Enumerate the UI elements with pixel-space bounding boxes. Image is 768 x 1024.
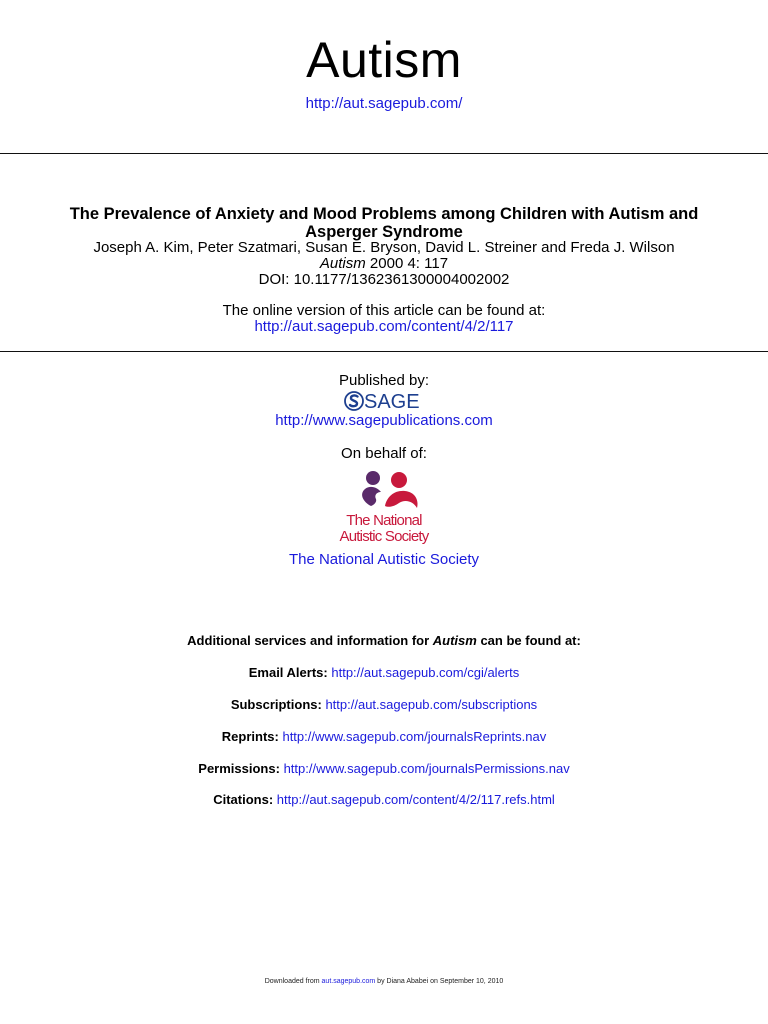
divider-top [0,153,768,154]
services-heading [0,632,768,650]
service-label: Subscriptions: [230,697,322,712]
service-link[interactable]: http://aut.sagepub.com/subscriptions [325,697,538,712]
sage-logo [0,389,768,413]
service-label: Email Alerts: [248,665,328,680]
service-label: Permissions: [198,761,280,776]
online-version-label: The online version of this article can be found at: [222,302,546,319]
article-title-line-1: The Prevalence of Anxiety and Mood Problems among Children with Autism and [69,205,699,223]
service-label: Reprints: [221,729,279,744]
service-link[interactable]: http://aut.sagepub.com/cgi/alerts [331,665,520,680]
on-behalf-label: On behalf of: [341,445,427,462]
citation-journal: Autism [319,255,366,272]
service-label: Citations: [213,792,274,807]
download-footer [0,977,768,987]
services-heading-suffix: can be found at: [476,633,581,648]
sage-logo-text: SAGE [364,391,420,413]
article-doi: DOI: 10.1177/1362361300004002002 [258,271,510,288]
journal-url-link[interactable]: http://aut.sagepub.com/ [305,95,463,112]
published-by-label: Published by: [338,372,430,389]
services-heading-journal: Autism [432,633,477,648]
journal-url-container [0,94,768,114]
service-link[interactable]: http://www.sagepub.com/journalsReprints.nav [282,729,547,744]
article-title [0,205,768,241]
footer-suffix: by Diana Ababei on September 10, 2010 [375,978,504,985]
article-authors: Joseph A. Kim, Peter Szatmari, Susan E. Bryson, David L. Streiner and Freda J. Wilson [93,239,675,256]
nas-logo-line-2: Autistic Society [339,528,429,545]
divider-middle [0,351,768,352]
nas-logo-line-1: The National [346,512,422,529]
service-link[interactable]: http://aut.sagepub.com/content/4/2/117.refs.html [276,792,555,807]
online-version-link[interactable]: http://aut.sagepub.com/content/4/2/117 [254,318,514,335]
sage-url-container [0,412,768,430]
article-title-line-2: Asperger Syndrome [305,223,463,241]
nas-link[interactable]: The National Autistic Society [288,551,480,568]
services-heading-prefix: Additional services and information for [187,633,433,648]
sage-url-link[interactable]: http://www.sagepublications.com [275,412,493,429]
footer-prefix: Downloaded from [264,978,322,985]
online-version-container [0,318,768,336]
sage-logo-icon [344,389,424,413]
citation-details: 2000 4: 117 [365,255,449,272]
nas-link-container [0,551,768,569]
service-citations [0,791,768,809]
nas-logo-icon [319,466,449,546]
service-email-alerts [0,664,768,682]
service-subscriptions [0,696,768,714]
service-link[interactable]: http://www.sagepub.com/journalsPermissions.nav [283,761,570,776]
service-reprints [0,728,768,746]
footer-link[interactable]: aut.sagepub.com [321,978,376,985]
national-autistic-society-logo [0,466,768,546]
journal-title: Autism [306,32,462,88]
service-permissions [0,760,768,778]
